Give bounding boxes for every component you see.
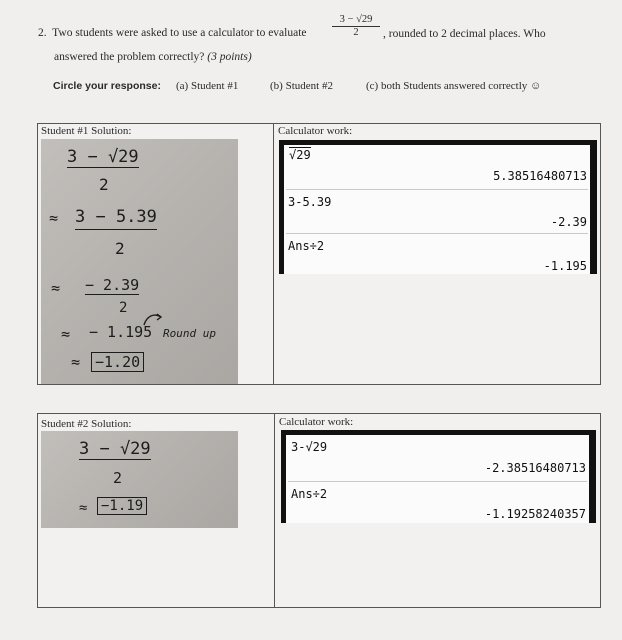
question-line-2	[54, 51, 252, 63]
option-b[interactable]: (b) Student #2	[270, 80, 333, 92]
s1-hw-line2-num: 3 − 5.39	[75, 207, 157, 230]
question-fraction	[332, 14, 380, 38]
calc1-separator-1	[286, 189, 588, 190]
calc1-separator-2	[286, 233, 588, 234]
student1-handwriting-photo	[41, 139, 238, 384]
s1-hw-line2-den: 2	[115, 239, 125, 258]
s1-hw-approx-4: ≈	[71, 353, 81, 371]
s1-hw-line1-den: 2	[99, 175, 109, 194]
student1-table-divider	[273, 123, 274, 385]
calc2-separator-1	[288, 481, 587, 482]
calc2-entry1: 3-√29	[291, 440, 328, 454]
s1-hw-approx-2: ≈	[51, 279, 61, 297]
question-line2-text: answered the problem correctly?	[54, 51, 205, 63]
calc1-title: Calculator work:	[278, 125, 353, 137]
s1-hw-line3-den: 2	[119, 300, 128, 316]
student1-title: Student #1 Solution:	[41, 125, 132, 137]
calc2-result1: -2.38516480713	[484, 461, 586, 475]
calc1-entry3: Ans÷2	[288, 239, 325, 253]
question-text-before: Two students were asked to use a calculator to evaluate	[52, 27, 307, 39]
student2-title: Student #2 Solution:	[41, 418, 132, 430]
question-text-after: , rounded to 2 decimal places. Who	[383, 28, 546, 40]
round-up-arrow-icon	[141, 311, 165, 327]
question-points: (3 points)	[207, 51, 252, 63]
calc2-screen	[281, 430, 596, 523]
calc2-title: Calculator work:	[279, 416, 354, 428]
calc1-result3: -1.195	[543, 259, 587, 273]
question-line-1	[38, 27, 307, 39]
s1-hw-round-note: Round up	[163, 327, 216, 340]
option-c[interactable]: (c) both Students answered correctly ☺	[366, 80, 542, 92]
calc1-screen	[279, 140, 597, 274]
circle-response-label: Circle your response:	[53, 80, 161, 92]
calc2-result2: -1.19258240357	[484, 507, 586, 521]
s1-hw-line4: − 1.195	[89, 323, 153, 341]
option-a[interactable]: (a) Student #1	[176, 80, 239, 92]
fraction-numerator: 3 − √29	[332, 14, 380, 27]
s1-hw-line3-num: − 2.39	[85, 276, 140, 294]
s1-hw-approx-3: ≈	[61, 325, 71, 343]
fraction-denominator: 2	[353, 27, 359, 38]
student2-table-divider	[274, 413, 275, 608]
s1-hw-line1-num: 3 − √29	[67, 147, 139, 167]
question-number: 2.	[38, 27, 47, 39]
calc2-entry2: Ans÷2	[291, 487, 328, 501]
calc1-entry1: √29	[289, 148, 311, 162]
s2-hw-approx: ≈	[79, 500, 88, 516]
student2-handwriting-photo	[41, 431, 238, 528]
calc1-result1: 5.38516480713	[493, 169, 587, 183]
s1-hw-approx-1: ≈	[49, 209, 59, 227]
calc1-result2: -2.39	[550, 215, 587, 229]
calc1-entry2: 3-5.39	[288, 195, 332, 209]
s2-hw-den: 2	[113, 469, 123, 487]
s1-hw-answer: −1.20	[91, 352, 144, 372]
s2-hw-num: 3 − √29	[79, 439, 151, 459]
s2-hw-answer: −1.19	[97, 497, 147, 515]
